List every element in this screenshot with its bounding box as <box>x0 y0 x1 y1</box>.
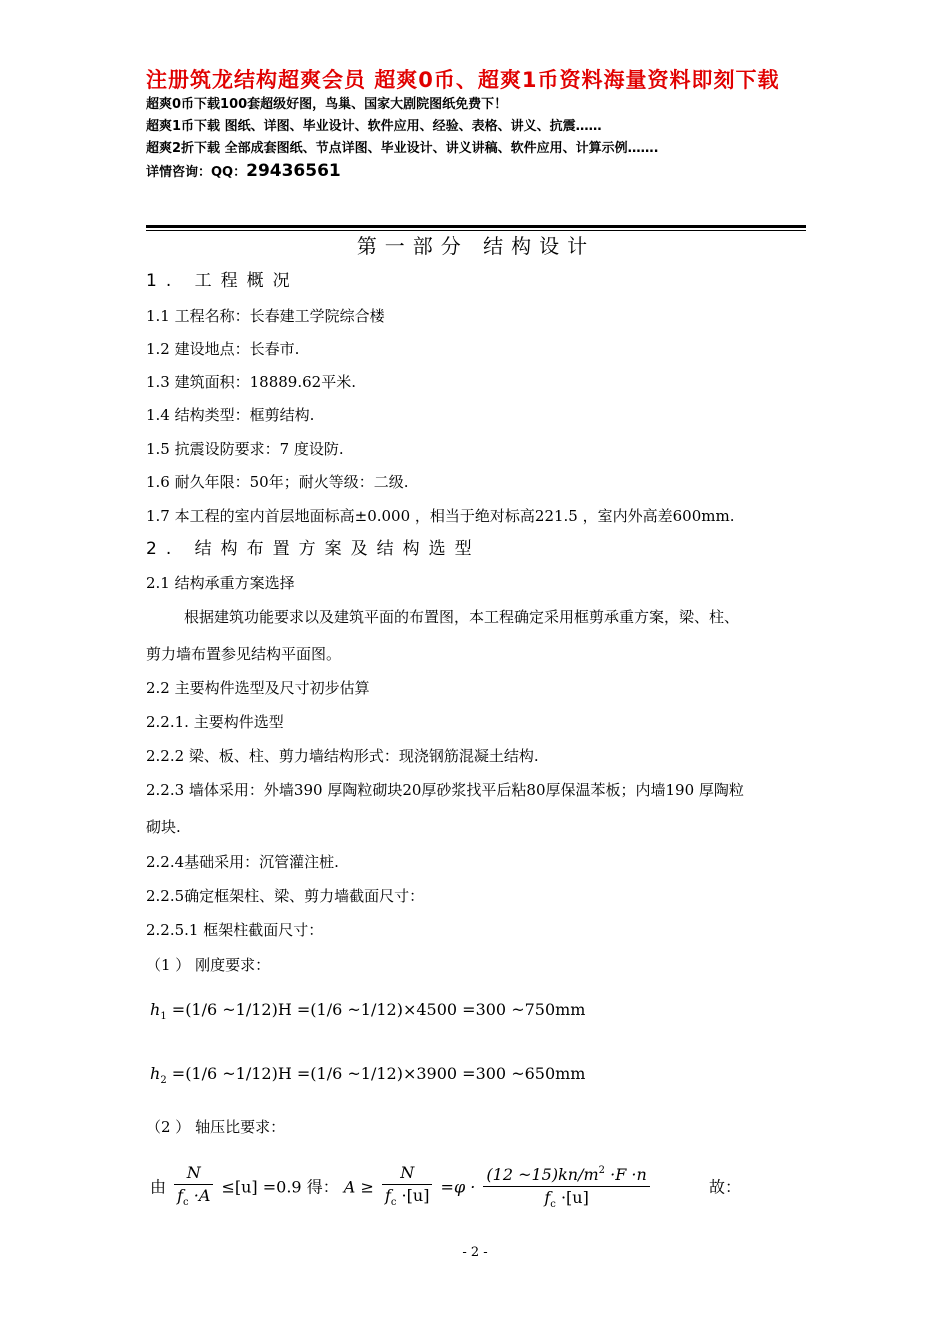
item-1-6: 1.6 耐久年限：50年；耐火等级：二级. <box>146 473 409 491</box>
stiffness-requirement: （1 ） 刚度要求： <box>146 956 271 974</box>
fraction-2-denominator <box>382 1185 433 1214</box>
fraction-3-num-superscript: 2 <box>598 1165 606 1176</box>
fraction-3-num-rest: ·F ·n <box>605 1165 647 1184</box>
part-title: 第一部分 结构设计 <box>356 234 596 258</box>
item-2-2-2: 2.2.2 梁、板、柱、剪力墙结构形式：现浇钢筋混凝土结构. <box>146 747 539 765</box>
item-2-2-5: 2.2.5确定框架柱、梁、剪力墙截面尺寸： <box>146 887 425 905</box>
fraction-2-den-subscript: c <box>390 1197 397 1208</box>
fraction-3-den-symbol: f <box>544 1188 551 1207</box>
item-1-4: 1.4 结构类型：框剪结构. <box>146 406 315 424</box>
formula-axial-area: A ≥ <box>343 1177 374 1197</box>
item-2-2: 2.2 主要构件选型及尺寸初步估算 <box>146 679 370 697</box>
formula-h1-expression: =(1/6 ~1/12)H =(1/6 ~1/12)×4500 =300 ~750mm <box>171 1000 586 1019</box>
fraction-3-den-subscript: c <box>550 1199 556 1210</box>
paragraph-2-1-line-1: 根据建筑功能要求以及建筑平面的布置图，本工程确定采用框剪承重方案，梁、柱、 <box>184 608 740 626</box>
fraction-3-num-main: (12 ~15)kn/m <box>486 1165 599 1184</box>
fraction-1-denominator <box>174 1185 213 1214</box>
item-1-2: 1.2 建设地点：长春市. <box>146 340 300 358</box>
header-rule-thick <box>146 225 806 228</box>
item-2-2-3-line-2: 砌块. <box>146 818 181 836</box>
promo-contact <box>146 160 816 184</box>
fraction-3-denominator <box>483 1187 649 1216</box>
fraction-3-den-rest: ·[u] <box>555 1188 589 1207</box>
formula-h1-subscript: 1 <box>160 1011 167 1022</box>
fraction-2-den-rest: ·[u] <box>396 1186 430 1205</box>
contact-label: 详情咨询：QQ： <box>146 165 247 180</box>
section-2-heading: 2. 结构布置方案及结构选型 <box>146 539 481 559</box>
formula-h2-subscript: 2 <box>160 1075 167 1086</box>
formula-axial-phi: =φ · <box>440 1177 476 1197</box>
promo-line-1: 超爽0币下载100套超级好图，鸟巢、国家大剧院图纸免费下！ <box>146 97 508 112</box>
fraction-n-over-fca <box>174 1162 213 1214</box>
formula-axial-prefix: 由 <box>150 1177 167 1197</box>
item-1-5: 1.5 抗震设防要求：7 度设防. <box>146 440 344 458</box>
fraction-2-den-symbol: f <box>384 1186 391 1205</box>
promo-line-3: 超爽2折下载 全部成套图纸、节点详图、毕业设计、讲义讲稿、软件应用、计算示例……. <box>146 141 659 156</box>
axial-ratio-requirement: （2 ） 轴压比要求： <box>146 1118 286 1136</box>
item-2-2-1: 2.2.1. 主要构件选型 <box>146 713 284 731</box>
fraction-1-den-rest: ·A <box>188 1186 211 1205</box>
item-2-2-3-line-1: 2.2.3 墙体采用：外墙390 厚陶粒砌块20厚砂浆找平后粘80厚保温苯板；内墙190 厚陶粒 <box>146 781 744 799</box>
formula-axial-suffix: 故： <box>708 1177 741 1197</box>
promo-title: 注册筑龙结构超爽会员 超爽0币、超爽1币资料海量资料即刻下载 <box>146 68 780 92</box>
header-rule-thin <box>146 230 806 231</box>
formula-h1-symbol: h <box>150 1000 161 1019</box>
formula-h2-expression: =(1/6 ~1/12)H =(1/6 ~1/12)×3900 =300 ~650mm <box>171 1064 586 1083</box>
fraction-load-over-fcu <box>483 1160 649 1216</box>
item-2-1: 2.1 结构承重方案选择 <box>146 574 295 592</box>
formula-axial-limit: ≤[u] =0.9 得： <box>221 1177 339 1197</box>
item-1-7: 1.7 本工程的室内首层地面标高±0.000 ，相当于绝对标高221.5 ，室内外高差600mm. <box>146 507 735 525</box>
item-2-2-4: 2.2.4基础采用：沉管灌注桩. <box>146 853 339 871</box>
promo-banner <box>146 66 816 184</box>
promo-line-2: 超爽1币下载 图纸、详图、毕业设计、软件应用、经验、表格、讲义、抗震…… <box>146 119 602 134</box>
page-number: - 2 - <box>462 1245 488 1260</box>
fraction-1-den-symbol: f <box>177 1186 184 1205</box>
fraction-3-numerator <box>483 1160 649 1187</box>
item-1-3: 1.3 建筑面积：18889.62平米. <box>146 373 356 391</box>
fraction-1-numerator: N <box>174 1162 213 1185</box>
item-1-1: 1.1 工程名称：长春建工学院综合楼 <box>146 307 385 325</box>
formula-h2 <box>150 1062 585 1093</box>
fraction-2-numerator: N <box>382 1162 433 1185</box>
paragraph-2-1-line-2: 剪力墙布置参见结构平面图。 <box>146 645 342 663</box>
section-1-heading: 1. 工程概况 <box>146 271 299 291</box>
fraction-n-over-fcu <box>382 1162 433 1214</box>
formula-h1 <box>150 998 585 1029</box>
item-2-2-5-1: 2.2.5.1 框架柱截面尺寸： <box>146 921 324 939</box>
fraction-1-den-subscript: c <box>183 1197 189 1208</box>
qq-number: 29436561 <box>246 161 341 181</box>
formula-h2-symbol: h <box>150 1064 161 1083</box>
formula-axial <box>150 1160 741 1216</box>
